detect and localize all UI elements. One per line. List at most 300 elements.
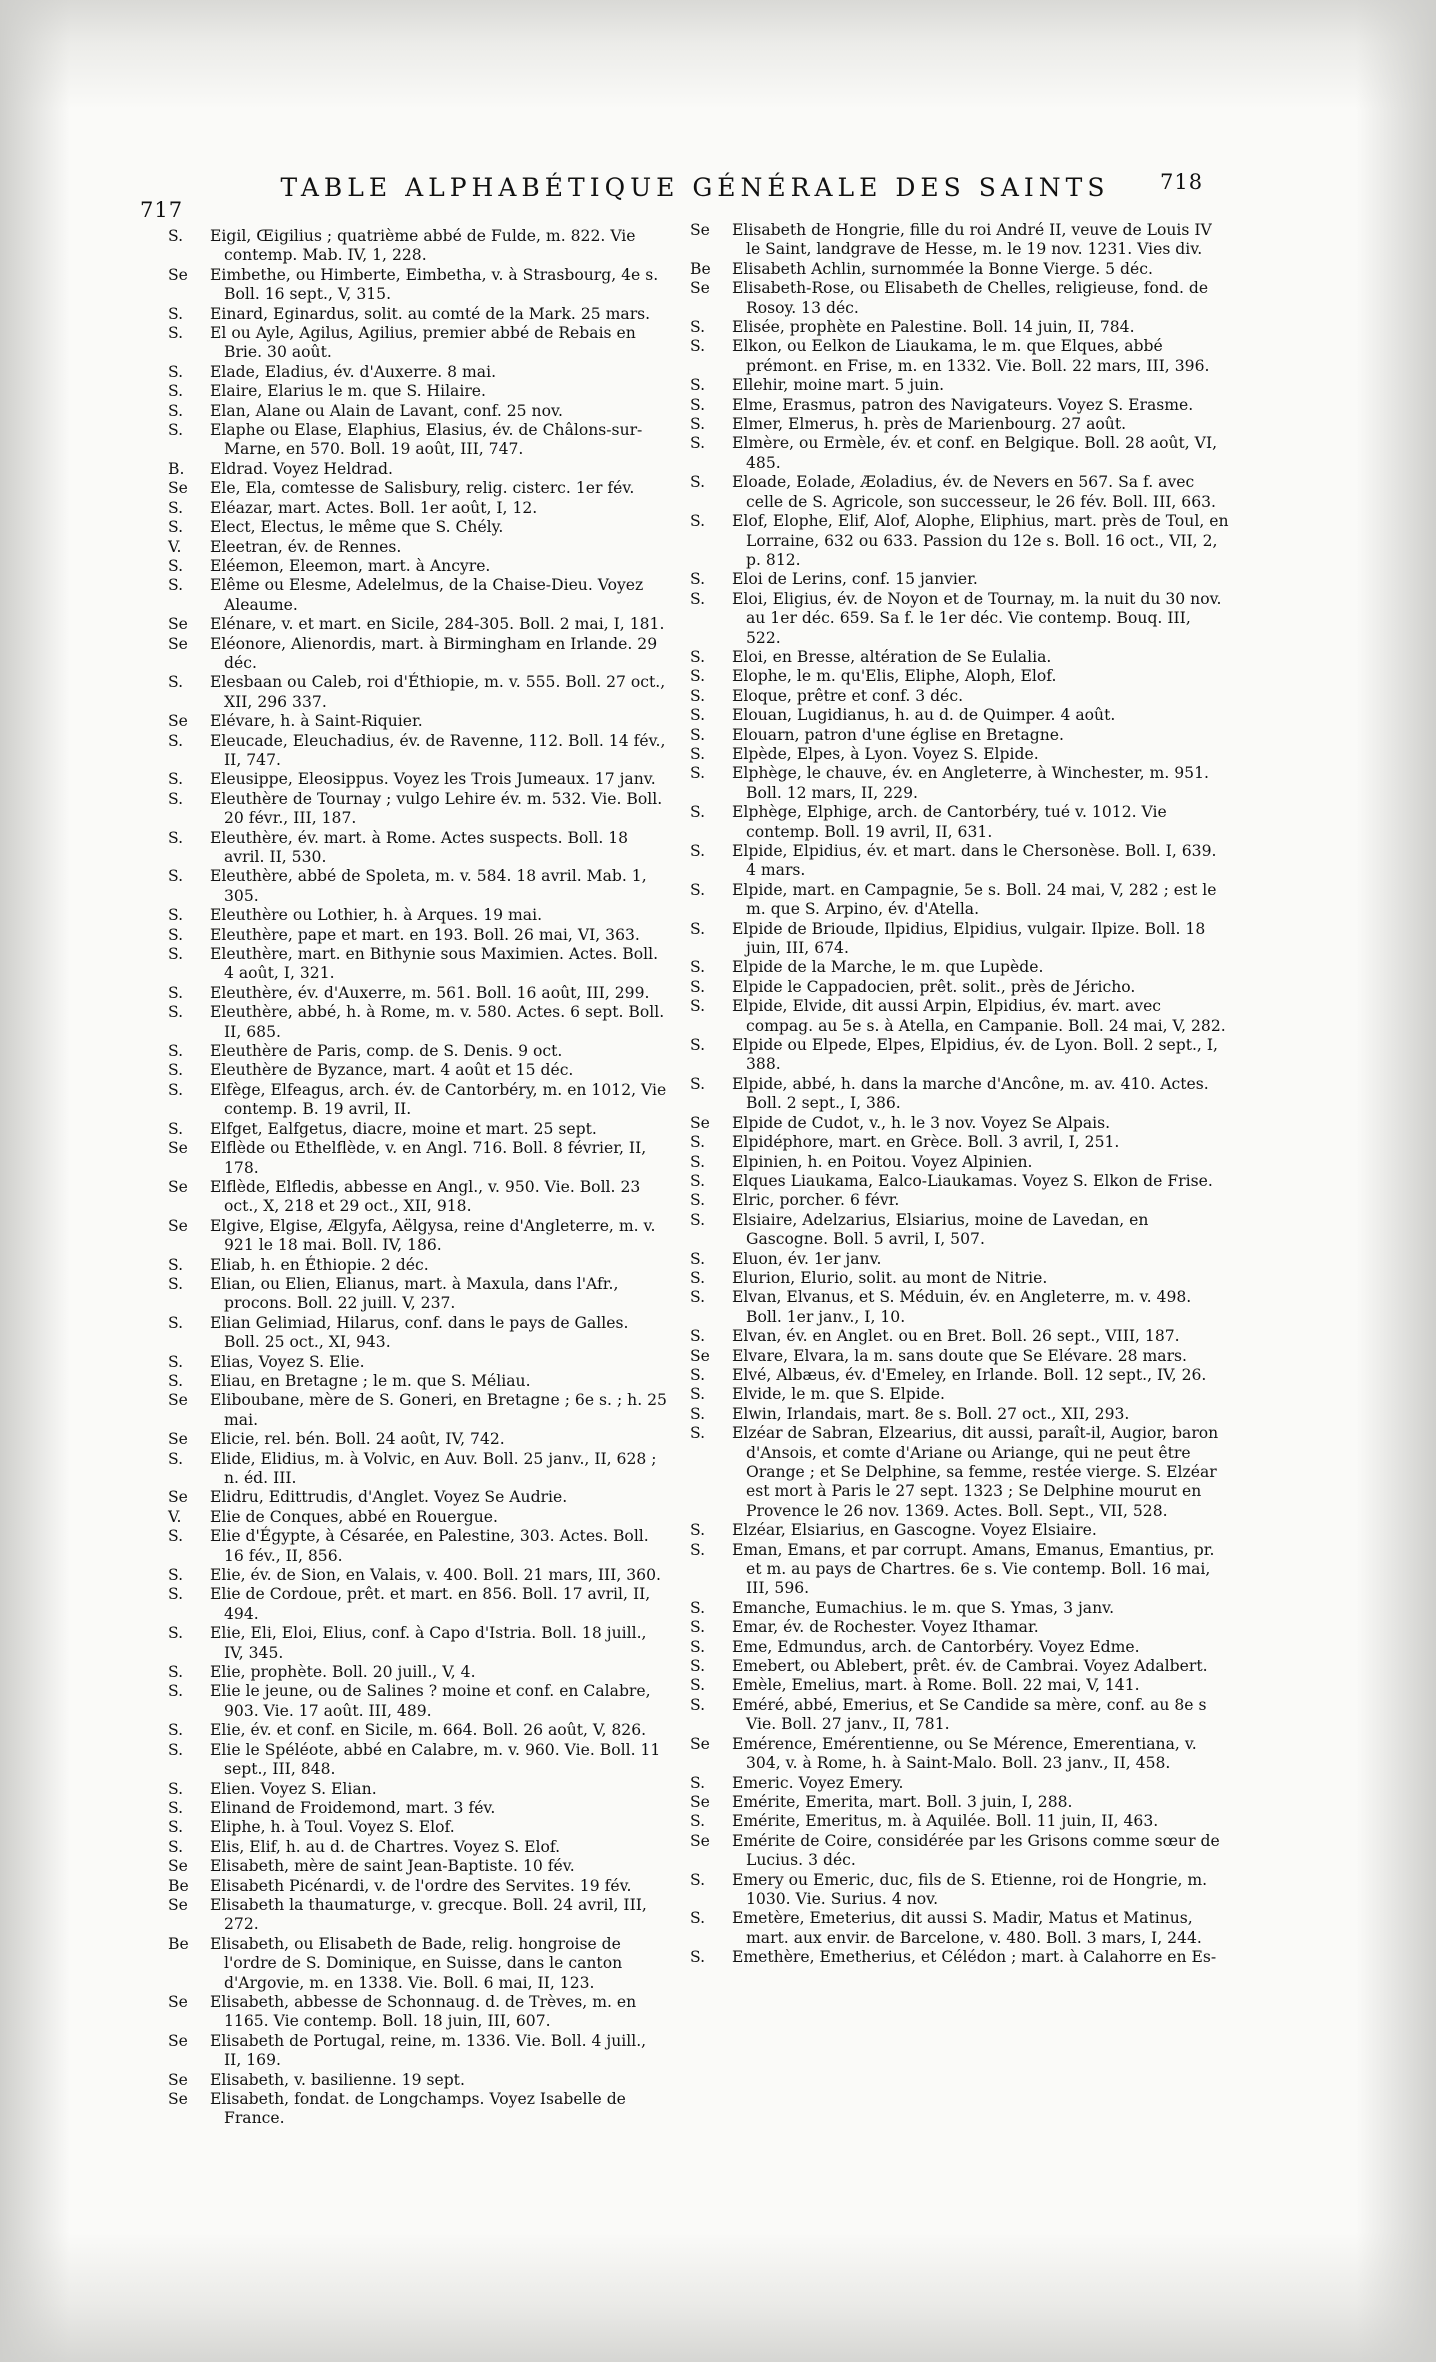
index-entry [690, 279, 1230, 318]
entry-rank: Se [168, 615, 188, 634]
entry-text: Elpide de Cudot, v., h. le 3 nov. Voyez Se Alpais. [732, 1113, 1111, 1132]
entry-text: Eloi, en Bresse, altération de Se Eulalia. [732, 647, 1052, 666]
entry-rank: S. [168, 906, 184, 925]
index-entry [690, 1909, 1230, 1948]
index-entry [168, 1566, 668, 1585]
entry-text: Eleuthère, abbé, h. à Rome, m. v. 580. Actes. 6 sept. Boll. II, 685. [210, 1003, 665, 1041]
index-entry [690, 1250, 1230, 1269]
entry-text: Elouan, Lugidianus, h. au d. de Quimper. 4 août. [732, 706, 1116, 725]
index-entry [168, 1935, 668, 1993]
entry-text: Emérite, Emeritus, m. à Aquilée. Boll. 11 juin, II, 463. [732, 1812, 1159, 1831]
index-entry [168, 460, 668, 479]
entry-text: Eme, Edmundus, arch. de Cantorbéry. Voyez Edme. [732, 1637, 1140, 1656]
entry-text: Elphège, le chauve, év. en Angleterre, à Winchester, m. 951. Boll. 12 mars, II, 229. [732, 764, 1209, 802]
entry-text: Elisabeth de Portugal, reine, m. 1336. Vie. Boll. 4 juill., II, 169. [210, 2031, 647, 2070]
index-entry [690, 667, 1230, 686]
entry-rank: Se [168, 1488, 188, 1507]
entry-rank: Se [690, 1346, 710, 1365]
entry-rank: S. [168, 227, 184, 245]
entry-rank: S. [690, 1521, 706, 1540]
index-entry [690, 434, 1230, 473]
entry-text: Elisabeth Achlin, surnommée la Bonne Vierge. 5 déc. [732, 259, 1153, 278]
entry-text: Elie, Eli, Eloi, Elius, conf. à Capo d'Istria. Boll. 18 juill., IV, 345. [210, 1624, 647, 1662]
index-entry [168, 1256, 668, 1275]
index-entry [690, 881, 1230, 920]
entry-text: Eloi de Lerins, conf. 15 janvier. [732, 570, 978, 589]
entry-text: Elie le Spéléote, abbé en Calabre, m. v. 960. Vie. Boll. 11 sept., III, 848. [210, 1740, 661, 1779]
entry-rank: S. [690, 1074, 706, 1093]
entry-rank: S. [168, 401, 184, 420]
entry-rank: S. [690, 1540, 706, 1559]
index-entry [168, 1430, 668, 1449]
entry-text: Elisabeth, abbesse de Schonnaug. d. de Trèves, m. en 1165. Vie contemp. Boll. 18 juin, III, 607. [210, 1992, 637, 2031]
index-entry [690, 648, 1230, 667]
entry-text: Eleucade, Eleuchadius, év. de Ravenne, 112. Boll. 14 fév., II, 747. [210, 731, 666, 769]
index-entry [168, 266, 668, 305]
entry-rank: Se [168, 2070, 188, 2089]
index-entry [168, 1993, 668, 2032]
entry-rank: S. [168, 1119, 184, 1138]
entry-rank: Se [690, 279, 710, 298]
entry-text: Elme, Erasmus, patron des Navigateurs. Voyez S. Erasme. [732, 395, 1194, 414]
entry-text: Elvan, Elvanus, et S. Méduin, év. en Angleterre, m. v. 498. Boll. 1er janv., I, 10. [732, 1288, 1192, 1326]
entry-text: Elzéar, Elsiarius, en Gascogne. Voyez Elsiaire. [732, 1521, 1097, 1540]
index-entry [168, 1042, 668, 1061]
index-entry [168, 1372, 668, 1391]
entry-text: Elisabeth de Hongrie, fille du roi André II, veuve de Louis IV le Saint, landgrave de Hesse, m. le 19 nov. 1231. Vies div. [732, 221, 1212, 259]
index-entry [690, 1133, 1230, 1152]
entry-text: Elpide, abbé, h. dans la marche d'Ancône, m. av. 410. Actes. Boll. 2 sept., I, 386. [732, 1074, 1209, 1113]
page-number-left: 717 [140, 198, 184, 222]
index-entry [168, 1450, 668, 1489]
entry-text: Einard, Eginardus, solit. au comté de la Mark. 25 mars. [210, 304, 651, 323]
index-entry [690, 1405, 1230, 1424]
index-entry [690, 415, 1230, 434]
entry-text: Elisabeth Picénardi, v. de l'ordre des Servites. 19 fév. [210, 1876, 632, 1895]
entry-rank: S. [690, 318, 706, 337]
index-entry [168, 2090, 668, 2129]
entry-text: Elouarn, patron d'une église en Bretagne. [732, 725, 1064, 744]
entry-text: Elaire, Elarius le m. que S. Hilaire. [210, 382, 486, 401]
entry-rank: S. [690, 1152, 706, 1171]
entry-text: Ellehir, moine mart. 5 juin. [732, 376, 945, 395]
entry-text: Elwin, Irlandais, mart. 8e s. Boll. 27 oct., XII, 293. [732, 1404, 1130, 1423]
entry-text: Elof, Elophe, Elif, Alof, Alophe, Eliphius, mart. près de Toul, en Lorraine, 632 ou 633. Passion du 12e s. Boll. 16 oct., VII, 2, p. 812. [732, 512, 1229, 569]
entry-rank: S. [690, 1268, 706, 1287]
entry-rank: S. [690, 512, 706, 531]
entry-rank: S. [690, 842, 706, 860]
entry-text: Elflède, Elfledis, abbesse en Angl., v. 950. Vie. Boll. 23 oct., X, 218 et 29 oct., XII, 918. [210, 1177, 641, 1216]
entry-text: Elric, porcher. 6 févr. [732, 1191, 900, 1210]
entry-rank: S. [168, 789, 184, 808]
entry-text: Emar, év. de Rochester. Voyez Ithamar. [732, 1618, 1039, 1637]
index-entry [690, 1191, 1230, 1210]
index-entry [690, 978, 1230, 997]
index-entry [690, 570, 1230, 589]
index-entry [168, 1857, 668, 1876]
entry-text: Eleuthère, év. mart. à Rome. Actes suspects. Boll. 18 avril. II, 530. [210, 828, 629, 866]
entry-text: Elpide, Elpidius, év. et mart. dans le Chersonèse. Boll. I, 639. 4 mars. [732, 842, 1217, 880]
entry-rank: Se [168, 1391, 188, 1410]
index-entry [690, 706, 1230, 725]
index-entry [168, 305, 668, 324]
entry-text: Elisabeth, v. basilienne. 19 sept. [210, 2070, 465, 2089]
entry-text: Elie le jeune, ou de Salines ? moine et conf. en Calabre, 903. Vie. 17 août. III, 489. [210, 1682, 651, 1720]
entry-rank: S. [690, 570, 706, 589]
index-entry [168, 1877, 668, 1896]
entry-text: Elien. Voyez S. Elian. [210, 1779, 377, 1798]
index-entry [168, 1061, 668, 1080]
entry-text: Elkon, ou Eelkon de Liaukama, le m. que Elques, abbé prémont. en Frise, m. en 1332. Vie. Boll. 22 mars, III, 396. [732, 337, 1210, 375]
index-entry [168, 1488, 668, 1507]
entry-rank: S. [690, 434, 706, 453]
entry-rank: S. [690, 1210, 706, 1229]
entry-text: Ele, Ela, comtesse de Salisbury, relig. cisterc. 1er fév. [210, 479, 635, 498]
entry-rank: S. [690, 686, 706, 705]
index-entry [690, 1114, 1230, 1133]
index-entry [690, 1385, 1230, 1404]
entry-rank: S. [690, 1637, 706, 1656]
entry-rank: S. [690, 803, 706, 822]
index-entry [168, 1721, 668, 1740]
entry-text: Elpède, Elpes, à Lyon. Voyez S. Elpide. [732, 744, 1039, 763]
entry-text: Elie d'Égypte, à Césarée, en Palestine, 303. Actes. Boll. 16 fév., II, 856. [210, 1527, 649, 1565]
entry-text: Eleuthère, pape et mart. en 193. Boll. 26 mai, VI, 363. [210, 925, 640, 944]
entry-text: Eman, Emans, et par corrupt. Amans, Emanus, Emantius, pr. et m. au pays de Chartres. 6e s. Vie contemp. Boll. 16 mai, III, 596. [732, 1540, 1215, 1598]
index-entry [168, 1353, 668, 1372]
index-entry [690, 1541, 1230, 1599]
index-entry [168, 635, 668, 674]
entry-text: Eloade, Eolade, Æoladius, év. de Nevers en 567. Sa f. avec celle de S. Agricole, son successeur, le 26 fév. Boll. III, 663. [732, 473, 1217, 511]
left-column [168, 227, 668, 2129]
entry-rank: S. [690, 415, 706, 434]
index-entry [168, 421, 668, 460]
entry-rank: Se [168, 712, 188, 731]
index-entry [168, 1799, 668, 1818]
index-entry [168, 1081, 668, 1120]
entry-text: Elmère, ou Ermèle, év. et conf. en Belgique. Boll. 28 août, VI, 485. [732, 434, 1218, 472]
entry-rank: V. [168, 537, 182, 556]
entry-rank: B. [168, 459, 185, 478]
entry-rank: S. [168, 1682, 184, 1701]
index-entry [690, 1347, 1230, 1366]
entry-text: Eléonore, Alienordis, mart. à Birmingham en Irlande. 29 déc. [210, 634, 658, 672]
entry-rank: Se [168, 1177, 188, 1196]
entry-rank: S. [168, 1527, 184, 1546]
index-entry [168, 382, 668, 401]
entry-text: Eleuthère ou Lothier, h. à Arques. 19 mai. [210, 906, 543, 925]
entry-text: Emanche, Eumachius. le m. que S. Ymas, 3 janv. [732, 1598, 1115, 1617]
entry-text: Elques Liaukama, Ealco-Liaukamas. Voyez S. Elkon de Frise. [732, 1171, 1213, 1190]
index-entry [690, 590, 1230, 648]
entry-text: Emérence, Emérentienne, ou Se Mérence, Emerentiana, v. 304, v. à Rome, h. à Saint-Malo. Boll. 23 janv., II, 458. [732, 1734, 1197, 1773]
entry-rank: S. [690, 1404, 706, 1423]
entry-text: Eléemon, Eleemon, mart. à Ancyre. [210, 556, 491, 575]
entry-rank: S. [168, 1663, 184, 1682]
index-entry [690, 726, 1230, 745]
entry-rank: S. [168, 576, 184, 595]
entry-text: Elisabeth la thaumaturge, v. grecque. Boll. 24 avril, III, 272. [210, 1895, 647, 1934]
entry-text: Elévare, h. à Saint-Riquier. [210, 712, 423, 731]
entry-rank: Be [168, 1934, 189, 1953]
entry-rank: S. [168, 1566, 184, 1585]
entry-text: Elie, prophète. Boll. 20 juill., V, 4. [210, 1663, 476, 1682]
entry-text: Elphège, Elphige, arch. de Cantorbéry, tué v. 1012. Vie contemp. Boll. 19 avril, II, 631. [732, 803, 1167, 841]
entry-text: Eliboubane, mère de S. Goneri, en Bretagne ; 6e s. ; h. 25 mai. [210, 1391, 667, 1429]
entry-rank: S. [690, 1191, 706, 1210]
index-entry [690, 396, 1230, 415]
entry-rank: S. [690, 1695, 706, 1714]
entry-text: Elade, Eladius, év. d'Auxerre. 8 mai. [210, 362, 497, 381]
entry-text: Elian, ou Elien, Elianus, mart. à Maxula, dans l'Afr., procons. Boll. 22 juill. V, 237. [210, 1274, 619, 1313]
entry-text: Elgive, Elgise, Ælgyfa, Aëlgysa, reine d'Angleterre, m. v. 921 le 18 mai. Boll. IV, 186. [210, 1216, 656, 1255]
scan-shadow-right [1356, 0, 1436, 2362]
entry-rank: Se [690, 221, 710, 239]
index-entry [168, 538, 668, 557]
index-entry [168, 1391, 668, 1430]
index-entry [168, 1139, 668, 1178]
entry-text: Elisée, prophète en Palestine. Boll. 14 juin, II, 784. [732, 318, 1135, 337]
entry-rank: S. [168, 731, 184, 750]
entry-text: Emérite de Coire, considérée par les Grisons comme sœur de Lucius. 3 déc. [732, 1831, 1220, 1870]
index-entry [168, 1818, 668, 1837]
entry-rank: S. [168, 1449, 184, 1468]
entry-rank: S. [690, 1327, 706, 1346]
entry-rank: Se [168, 1139, 188, 1158]
index-entry [690, 1036, 1230, 1075]
entry-text: Eluon, év. 1er janv. [732, 1249, 882, 1268]
entry-text: Elfège, Elfeagus, arch. év. de Cantorbéry, m. en 1012, Vie contemp. B. 19 avril, II. [210, 1080, 667, 1119]
entry-rank: S. [690, 880, 706, 899]
index-entry [690, 1696, 1230, 1735]
index-entry [168, 499, 668, 518]
entry-text: Elophe, le m. qu'Elis, Eliphe, Aloph, Elof. [732, 667, 1057, 686]
index-entry [690, 920, 1230, 959]
entry-text: Elpinien, h. en Poitou. Voyez Alpinien. [732, 1152, 1033, 1171]
index-entry [168, 557, 668, 576]
index-entry [690, 473, 1230, 512]
index-entry [168, 1896, 668, 1935]
index-entry [168, 945, 668, 984]
entry-rank: S. [168, 1779, 184, 1798]
entry-rank: S. [168, 1585, 184, 1604]
index-entry [168, 1314, 668, 1353]
entry-rank: S. [690, 1812, 706, 1831]
index-entry [168, 906, 668, 925]
entry-text: Elzéar de Sabran, Elzearius, dit aussi, paraît-il, Augior, baron d'Ansois, et comte d'Ariane ou Ariange, qui ne peut être Orange ; et Se Delphine, sa femme, restée vierge. S. Elzéar est mort à Paris le 27 sept. 1323 ; Se Delphine mourut en Provence le 26 nov. 1369. Actes. Boll. Sept., VII, 528. [732, 1424, 1219, 1520]
index-entry [690, 512, 1230, 570]
entry-rank: S. [168, 518, 184, 537]
entry-rank: S. [168, 304, 184, 323]
entry-text: Eleuthère de Byzance, mart. 4 août et 15 déc. [210, 1061, 574, 1080]
entry-rank: S. [690, 376, 706, 395]
entry-text: Elfget, Ealfgetus, diacre, moine et mart. 25 sept. [210, 1119, 597, 1138]
entry-text: Eleusippe, Eleosippus. Voyez les Trois Jumeaux. 17 janv. [210, 770, 656, 789]
index-entry [690, 1676, 1230, 1695]
entry-rank: Se [168, 479, 188, 498]
entry-text: Elian Gelimiad, Hilarus, conf. dans le pays de Galles. Boll. 25 oct., XI, 943. [210, 1313, 629, 1352]
index-entry [168, 1275, 668, 1314]
entry-text: Emérite, Emerita, mart. Boll. 3 juin, I, 288. [732, 1792, 1073, 1811]
index-entry [690, 958, 1230, 977]
entry-text: Elvide, le m. que S. Elpide. [732, 1385, 945, 1404]
entry-text: Eleuthère, mart. en Bithynie sous Maximien. Actes. Boll. 4 août, I, 321. [210, 945, 659, 983]
entry-rank: S. [690, 1288, 706, 1307]
entry-rank: S. [690, 1249, 706, 1268]
entry-text: Elpide le Cappadocien, prêt. solit., près de Jéricho. [732, 977, 1136, 996]
entry-rank: S. [168, 1080, 184, 1099]
index-entry [690, 337, 1230, 376]
entry-text: El ou Ayle, Agilus, Agilius, premier abbé de Rebais en Brie. 30 août. [210, 324, 636, 362]
index-entry [690, 1172, 1230, 1191]
entry-rank: S. [168, 498, 184, 517]
scan-shadow-top [0, 0, 1436, 110]
entry-rank: S. [168, 1818, 184, 1837]
entry-rank: S. [168, 324, 184, 343]
entry-rank: S. [690, 1133, 706, 1152]
index-entry [168, 926, 668, 945]
entry-text: Elpidéphore, mart. en Grèce. Boll. 3 avril, I, 251. [732, 1133, 1120, 1152]
index-entry [168, 2071, 668, 2090]
entry-rank: S. [168, 770, 184, 789]
entry-text: Eloi, Eligius, év. de Noyon et de Tournay, m. la nuit du 30 nov. au 1er déc. 659. Sa f. le 1er déc. Vie contemp. Bouq. III, 522. [732, 589, 1222, 647]
index-entry [168, 576, 668, 615]
index-entry [690, 1288, 1230, 1327]
entry-text: Eloque, prêtre et conf. 3 déc. [732, 686, 964, 705]
index-entry [690, 1153, 1230, 1172]
entry-rank: S. [690, 1598, 706, 1617]
entry-rank: Be [690, 259, 711, 278]
entry-rank: S. [168, 1313, 184, 1332]
entry-text: Eliphe, h. à Toul. Voyez S. Elof. [210, 1818, 455, 1837]
entry-rank: Se [168, 1992, 188, 2011]
entry-rank: S. [690, 744, 706, 763]
index-entry [168, 615, 668, 634]
entry-text: Elie, év. de Sion, en Valais, v. 400. Boll. 21 mars, III, 360. [210, 1566, 661, 1585]
entry-text: Eliau, en Bretagne ; le m. que S. Méliau. [210, 1371, 531, 1390]
entry-text: Eméré, abbé, Emerius, et Se Candide sa mère, conf. au 8e s Vie. Boll. 27 janv., II, 781. [732, 1695, 1207, 1734]
entry-rank: S. [690, 977, 706, 996]
index-entry [168, 829, 668, 868]
entry-text: Elflède ou Ethelflède, v. en Angl. 716. Boll. 8 février, II, 178. [210, 1139, 647, 1177]
entry-text: Emetère, Emeterius, dit aussi S. Madir, Matus et Matinus, mart. aux envir. de Barcelone, v. 480. Boll. 3 mars, I, 244. [732, 1909, 1202, 1947]
index-entry [168, 324, 668, 363]
index-entry [690, 1832, 1230, 1871]
entry-text: Elisabeth, fondat. de Longchamps. Voyez Isabelle de France. [210, 2090, 626, 2128]
entry-rank: S. [168, 945, 184, 964]
index-entry [168, 1527, 668, 1566]
index-entry [690, 1774, 1230, 1793]
index-entry [168, 790, 668, 829]
entry-text: Elect, Electus, le même que S. Chély. [210, 518, 504, 537]
entry-rank: S. [168, 1274, 184, 1293]
entry-rank: Se [168, 2090, 188, 2108]
index-entry [168, 1682, 668, 1721]
index-entry [168, 770, 668, 789]
index-entry [168, 673, 668, 712]
index-entry [690, 1269, 1230, 1288]
entry-text: Elême ou Elesme, Adelelmus, de la Chaise-Dieu. Voyez Aleaume. [210, 576, 644, 614]
entry-text: Elias, Voyez S. Elie. [210, 1352, 365, 1371]
entry-text: Emeric. Voyez Emery. [732, 1773, 904, 1792]
entry-text: Elisabeth, ou Elisabeth de Bade, relig. hongroise de l'ordre de S. Dominique, en Suisse, dans le canton d'Argovie, m. en 1338. Vie. Boll. 6 mai, II, 123. [210, 1934, 623, 1992]
entry-text: Elpide ou Elpede, Elpes, Elpidius, év. de Lyon. Boll. 2 sept., I, 388. [732, 1036, 1218, 1074]
entry-rank: S. [690, 473, 706, 492]
entry-rank: S. [168, 1371, 184, 1390]
index-entry [690, 1948, 1230, 1967]
entry-text: Elide, Elidius, m. à Volvic, en Auv. Boll. 25 janv., II, 628 ; n. éd. III. [210, 1449, 657, 1487]
entry-text: Elidru, Edittrudis, d'Anglet. Voyez Se Audrie. [210, 1488, 568, 1507]
index-entry [690, 1618, 1230, 1637]
index-entry [690, 764, 1230, 803]
entry-rank: S. [168, 362, 184, 381]
entry-rank: S. [690, 1171, 706, 1190]
index-entry [168, 1624, 668, 1663]
index-entry [690, 842, 1230, 881]
entry-rank: S. [168, 673, 184, 692]
index-entry [168, 1178, 668, 1217]
entry-rank: Se [168, 1895, 188, 1914]
index-entry [690, 221, 1230, 260]
index-entry [690, 1075, 1230, 1114]
entry-text: Elie de Cordoue, prêt. et mart. en 856. Boll. 17 avril, II, 494. [210, 1585, 651, 1623]
scan-shadow-bottom [0, 2232, 1436, 2362]
index-entry [168, 363, 668, 382]
entry-rank: S. [690, 1948, 706, 1967]
entry-text: Eleuthère de Paris, comp. de S. Denis. 9 oct. [210, 1042, 563, 1061]
entry-text: Eléazar, mart. Actes. Boll. 1er août, I, 12. [210, 498, 538, 517]
entry-rank: S. [168, 867, 184, 886]
entry-rank: S. [168, 1061, 184, 1080]
index-entry [690, 997, 1230, 1036]
index-entry [690, 1638, 1230, 1657]
entry-text: Eigil, Œigilius ; quatrième abbé de Fulde, m. 822. Vie contemp. Mab. IV, 1, 228. [210, 227, 636, 265]
entry-rank: S. [168, 1798, 184, 1817]
entry-rank: S. [690, 1773, 706, 1792]
index-entry [168, 732, 668, 771]
entry-text: Elinand de Froidemond, mart. 3 fév. [210, 1798, 496, 1817]
entry-rank: S. [690, 647, 706, 666]
entry-text: Elénare, v. et mart. en Sicile, 284-305. Boll. 2 mai, I, 181. [210, 615, 665, 634]
index-entry [168, 867, 668, 906]
entry-rank: Se [690, 1792, 710, 1811]
entry-text: Eimbethe, ou Himberte, Eimbetha, v. à Strasbourg, 4e s. Boll. 16 sept., V, 315. [210, 265, 659, 304]
entry-rank: S. [690, 337, 706, 356]
entry-text: Emebert, ou Ablebert, prêt. év. de Cambrai. Voyez Adalbert. [732, 1657, 1208, 1676]
index-entry [168, 1663, 668, 1682]
entry-rank: S. [168, 1042, 184, 1061]
index-entry [690, 260, 1230, 279]
entry-rank: S. [168, 983, 184, 1002]
entry-text: Elvé, Albæus, év. d'Emeley, en Irlande. Boll. 12 sept., IV, 26. [732, 1365, 1207, 1384]
index-entry [690, 1735, 1230, 1774]
entry-rank: S. [690, 706, 706, 725]
index-entry [690, 1366, 1230, 1385]
entry-text: Elesbaan ou Caleb, roi d'Éthiopie, m. v. 555. Boll. 27 oct., XII, 296 337. [210, 673, 666, 711]
entry-text: Emèle, Emelius, mart. à Rome. Boll. 22 mai, V, 141. [732, 1676, 1140, 1695]
entry-text: Emery ou Emeric, duc, fils de S. Etienne, roi de Hongrie, m. 1030. Vie. Surius. 4 nov. [732, 1870, 1208, 1908]
entry-rank: S. [168, 1255, 184, 1274]
entry-rank: S. [690, 764, 706, 783]
index-entry [690, 1793, 1230, 1812]
entry-rank: S. [690, 725, 706, 744]
entry-text: Elsiaire, Adelzarius, Elsiarius, moine de Lavedan, en Gascogne. Boll. 5 avril, I, 507. [732, 1210, 1149, 1249]
entry-text: Eleuthère, év. d'Auxerre, m. 561. Boll. 16 août, III, 299. [210, 983, 650, 1002]
index-entry [690, 1424, 1230, 1521]
entry-rank: S. [690, 1870, 706, 1889]
running-head-title: TABLE ALPHABÉTIQUE GÉNÉRALE DES SAINTS [280, 173, 1110, 202]
entry-rank: S. [690, 997, 706, 1016]
